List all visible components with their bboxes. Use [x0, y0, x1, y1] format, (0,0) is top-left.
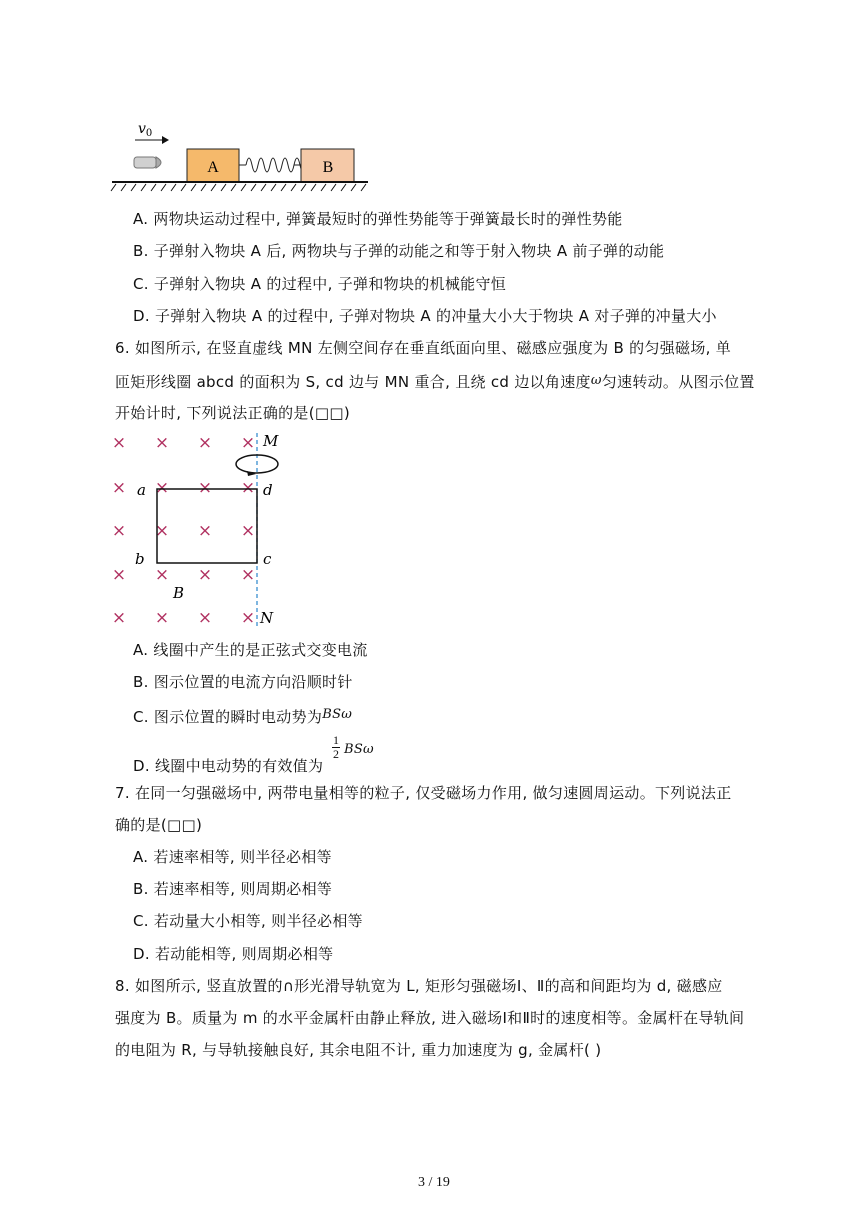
field-cross: ×: [197, 433, 213, 453]
field-cross: ×: [197, 521, 213, 541]
field-cross: ×: [111, 478, 127, 498]
q8-stem-line2: 强度为 B。质量为 m 的水平金属杆由静止释放, 进入磁场Ⅰ和Ⅱ时的速度相等。金属杆在导轨间: [115, 1009, 745, 1027]
q6-option-b: B. 图示位置的电流方向沿顺时针: [133, 673, 353, 691]
q6-stem-line1: 6. 如图所示, 在竖直虚线 MN 左侧空间存在垂直纸面向里、磁感应强度为 B 的匀强磁场, 单: [115, 339, 732, 357]
q6-option-c-text: C. 图示位置的瞬时电动势为: [133, 708, 323, 726]
q6-option-d-expr: BSω: [344, 742, 374, 757]
field-cross: ×: [197, 478, 213, 498]
velocity-label: $v_0$: [138, 121, 153, 139]
field-cross: ×: [111, 521, 127, 541]
field-cross: ×: [240, 565, 256, 585]
q7-stem-line1: 7. 在同一匀强磁场中, 两带电量相等的粒子, 仅受磁场力作用, 做匀速圆周运动。下列说法正: [115, 784, 732, 802]
q6-option-c-expr: BSω: [322, 707, 353, 722]
field-cross: ×: [240, 433, 256, 453]
fraction-numerator: 1: [333, 733, 339, 747]
q6-option-d-text: D. 线圈中电动势的有效值为: [133, 757, 324, 775]
label-a: a: [137, 481, 146, 499]
q6-option-a: A. 线圈中产生的是正弦式交变电流: [133, 641, 368, 659]
label-b: b: [135, 550, 145, 568]
field-cross: ×: [197, 608, 213, 628]
field-cross: ×: [111, 565, 127, 585]
q7-stem-line2: 确的是(□□): [115, 816, 203, 834]
field-cross: ×: [154, 478, 170, 498]
field-cross: ×: [240, 608, 256, 628]
q8-stem-line1: 8. 如图所示, 竖直放置的∩形光滑导轨宽为 L, 矩形匀强磁场Ⅰ、Ⅱ的高和间距均为 d, 磁感应: [115, 977, 723, 995]
q6-stem-line2-text: 匝矩形线圈 abcd 的面积为 S, cd 边与 MN 重合, 且绕 cd 边以角速度: [115, 373, 591, 391]
field-cross: ×: [154, 433, 170, 453]
q6-option-d: [133, 756, 323, 776]
rotation-arrow: [236, 455, 278, 476]
q8-stem-line3: 的电阻为 R, 与导轨接触良好, 其余电阻不计, 重力加速度为 g, 金属杆( ): [115, 1041, 602, 1059]
q7-option-c: C. 若动量大小相等, 则半径必相等: [133, 912, 363, 930]
field-cross: ×: [197, 565, 213, 585]
label-c: c: [263, 550, 272, 568]
field-cross: ×: [240, 521, 256, 541]
q5-option-a: A. 两物块运动过程中, 弹簧最短时的弹性势能等于弹簧最长时的弹性势能: [133, 210, 623, 228]
field-cross: ×: [111, 433, 127, 453]
q5-option-d: D. 子弹射入物块 A 的过程中, 子弹对物块 A 的冲量大小大于物块 A 对子弹的冲量大小: [133, 307, 717, 325]
field-cross: ×: [154, 565, 170, 585]
field-cross: ×: [154, 608, 170, 628]
label-m: M: [263, 432, 279, 450]
block-a-label: A: [207, 159, 219, 176]
q7-option-d: D. 若动能相等, 则周期必相等: [133, 945, 334, 963]
label-d: d: [263, 481, 273, 499]
q6-stem-line2-tail: 匀速转动。从图示位置: [601, 373, 755, 391]
block-b-label: B: [322, 159, 334, 176]
q7-option-a: A. 若速率相等, 则半径必相等: [133, 848, 332, 866]
q5-option-b: B. 子弹射入物块 A 后, 两物块与子弹的动能之和等于射入物块 A 前子弹的动能: [133, 242, 665, 260]
q7-option-b: B. 若速率相等, 则周期必相等: [133, 880, 333, 898]
page-number: 3 / 19: [418, 1175, 450, 1190]
q6-stem-line3: 开始计时, 下列说法正确的是(□□): [115, 404, 350, 422]
omega-symbol: ω: [590, 373, 602, 388]
field-cross: ×: [240, 478, 256, 498]
q6-option-c: [133, 705, 352, 727]
label-n: N: [260, 609, 274, 627]
q5-option-c: C. 子弹射入物块 A 的过程中, 子弹和物块的机械能守恒: [133, 275, 507, 293]
label-field-b: B: [173, 584, 185, 602]
field-cross: ×: [111, 608, 127, 628]
field-cross: ×: [154, 521, 170, 541]
fraction-denominator: 2: [333, 747, 339, 761]
q6-option-d-fraction: [330, 734, 342, 761]
